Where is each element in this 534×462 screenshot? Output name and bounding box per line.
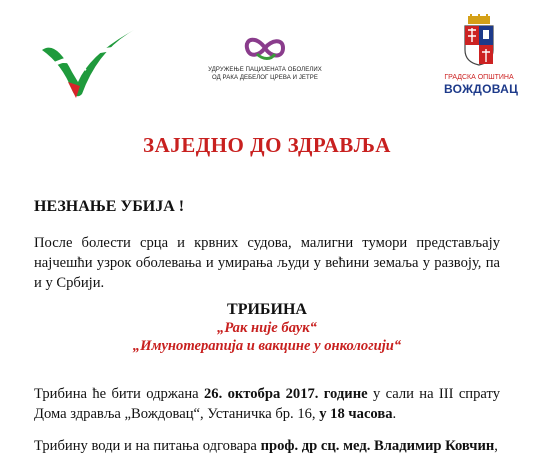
- purple-green-knot-logo-icon: [241, 34, 289, 62]
- event-block: [0, 300, 534, 355]
- speaker-paragraph: [34, 436, 500, 456]
- association-name-line-2: ОД РАКА ДЕБЕЛОГ ЦРЕВА И ЈЕТРЕ: [211, 75, 319, 81]
- event-subtitle-1: „Рак није баук“: [217, 320, 317, 336]
- details-text-1: Трибина ће бити одржана: [34, 386, 204, 402]
- intro-paragraph: После болести срца и крвних судова, малигни тумори представљају најчешћи узрок оболевања и умирања људи у већини земаља у развоју, па и у Србији.: [34, 235, 500, 291]
- event-subtitle-2: „Имунотерапија и вакцине у онкологији“: [132, 338, 402, 354]
- association-logo: [200, 34, 330, 94]
- speaker-text-1: Трибину води и на питања одговара: [34, 438, 261, 454]
- details-text-2: у сали на III спрату Дома здравља „Вождовац“, Устаничка бр. 16,: [34, 386, 500, 422]
- event-date: 26. октобра 2017. године: [204, 386, 368, 402]
- section-heading: НЕЗНАЊЕ УБИЈА !: [34, 198, 185, 215]
- municipality-label: ГРАДСКА ОПШТИНА: [444, 74, 514, 81]
- speaker-text-2: ,: [494, 438, 498, 454]
- green-checkmark-logo-icon: [28, 24, 136, 104]
- speaker-name: проф. др сц. мед. Владимир Ковчин: [260, 438, 495, 454]
- municipality-logo: [444, 14, 519, 104]
- page-title: ЗАЈЕДНО ДО ЗДРАВЉА: [143, 133, 391, 157]
- association-name-line-1: УДРУЖЕЊЕ ПАЦИЈЕНАТА ОБОЛЕЛИХ: [208, 67, 322, 73]
- details-text-3: .: [392, 406, 397, 422]
- municipality-name: ВОЖДОВАЦ: [444, 82, 519, 96]
- municipality-coat-of-arms-icon: [462, 14, 496, 66]
- event-time: у 18 часова: [319, 406, 393, 422]
- event-title: ТРИБИНА: [227, 301, 307, 318]
- event-details-paragraph: [34, 384, 500, 424]
